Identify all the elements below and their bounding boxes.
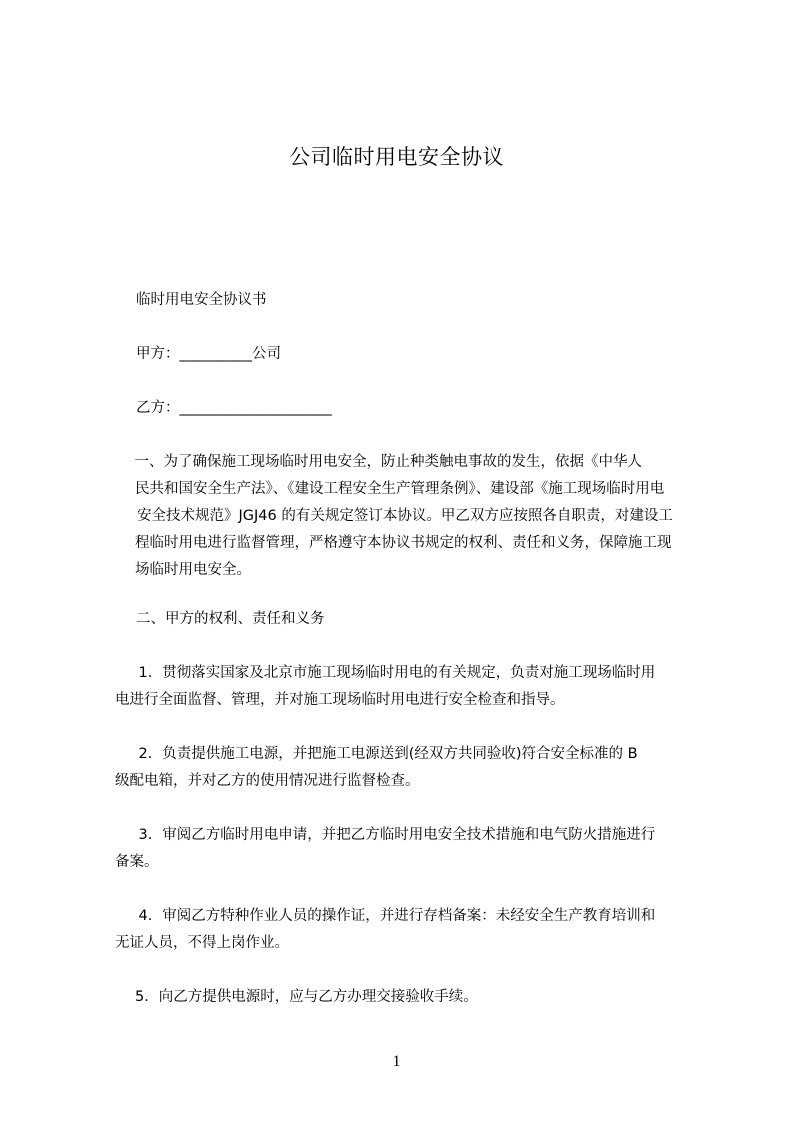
section-2-heading [105,606,705,633]
page-number: 1 [392,1053,401,1070]
paragraph-line: 4．审阅乙方特种作业人员的操作证，并进行存档备案：未经安全生产教育培训和 [124,908,656,924]
heading-line: 二、甲方的权利、责任和义务 [136,611,325,627]
subtitle [105,287,705,314]
item-5-paragraph [105,984,705,1011]
paragraph-line: 备案。 [115,854,159,870]
paragraph-line: 场临时用电安全。 [135,562,251,578]
item-4-paragraph [105,903,705,957]
paragraph-line: 电进行全面监督、管理，并对施工现场临时用电进行安全检查和指导。 [115,692,565,708]
paragraph-line: 5．向乙方提供电源时，应与乙方办理交接验收手续。 [135,989,478,1005]
paragraph-line: 3．审阅乙方临时用电申请，并把乙方临时用电安全技术措施和电气防火措施进行 [124,827,656,843]
section-1-paragraph [105,449,705,584]
document-title: 公司临时用电安全协议 [289,145,504,169]
item-1-paragraph [105,660,705,714]
paragraph-line: 安全技术规范》JGJ46 的有关规定签订本协议。甲乙双方应按照各自职责，对建设工 [137,508,673,524]
subtitle-line: 临时用电安全协议书 [136,292,267,308]
party-a-text: 甲方：__________公司 [136,346,281,362]
paragraph-line: 程临时用电进行监督管理，严格遵守本协议书规定的权利、责任和义务，保障施工现 [135,535,672,551]
paragraph-line: 2．负责提供施工电源，并把施工电源送到(经双方共同验收)符合安全标准的 B [124,746,638,762]
paragraph-line: 级配电箱，并对乙方的使用情况进行监督检查。 [115,773,420,789]
party-b-line [105,395,705,422]
item-2-paragraph [105,741,705,795]
paragraph-line: 无证人员，不得上岗作业。 [115,935,289,951]
paragraph-line: 一、为了确保施工现场临时用电安全，防止种类触电事故的发生，依据《中华人 [120,454,642,470]
paragraph-line: 民共和国安全生产法》、《建设工程安全生产管理条例》、建设部《施工现场临时用电 [135,481,665,497]
party-a-line [105,341,705,368]
party-b-text: 乙方：_____________________ [136,400,332,416]
item-3-paragraph [105,822,705,876]
paragraph-line: 1．贯彻落实国家及北京市施工现场临时用电的有关规定，负责对施工现场临时用 [124,665,656,681]
